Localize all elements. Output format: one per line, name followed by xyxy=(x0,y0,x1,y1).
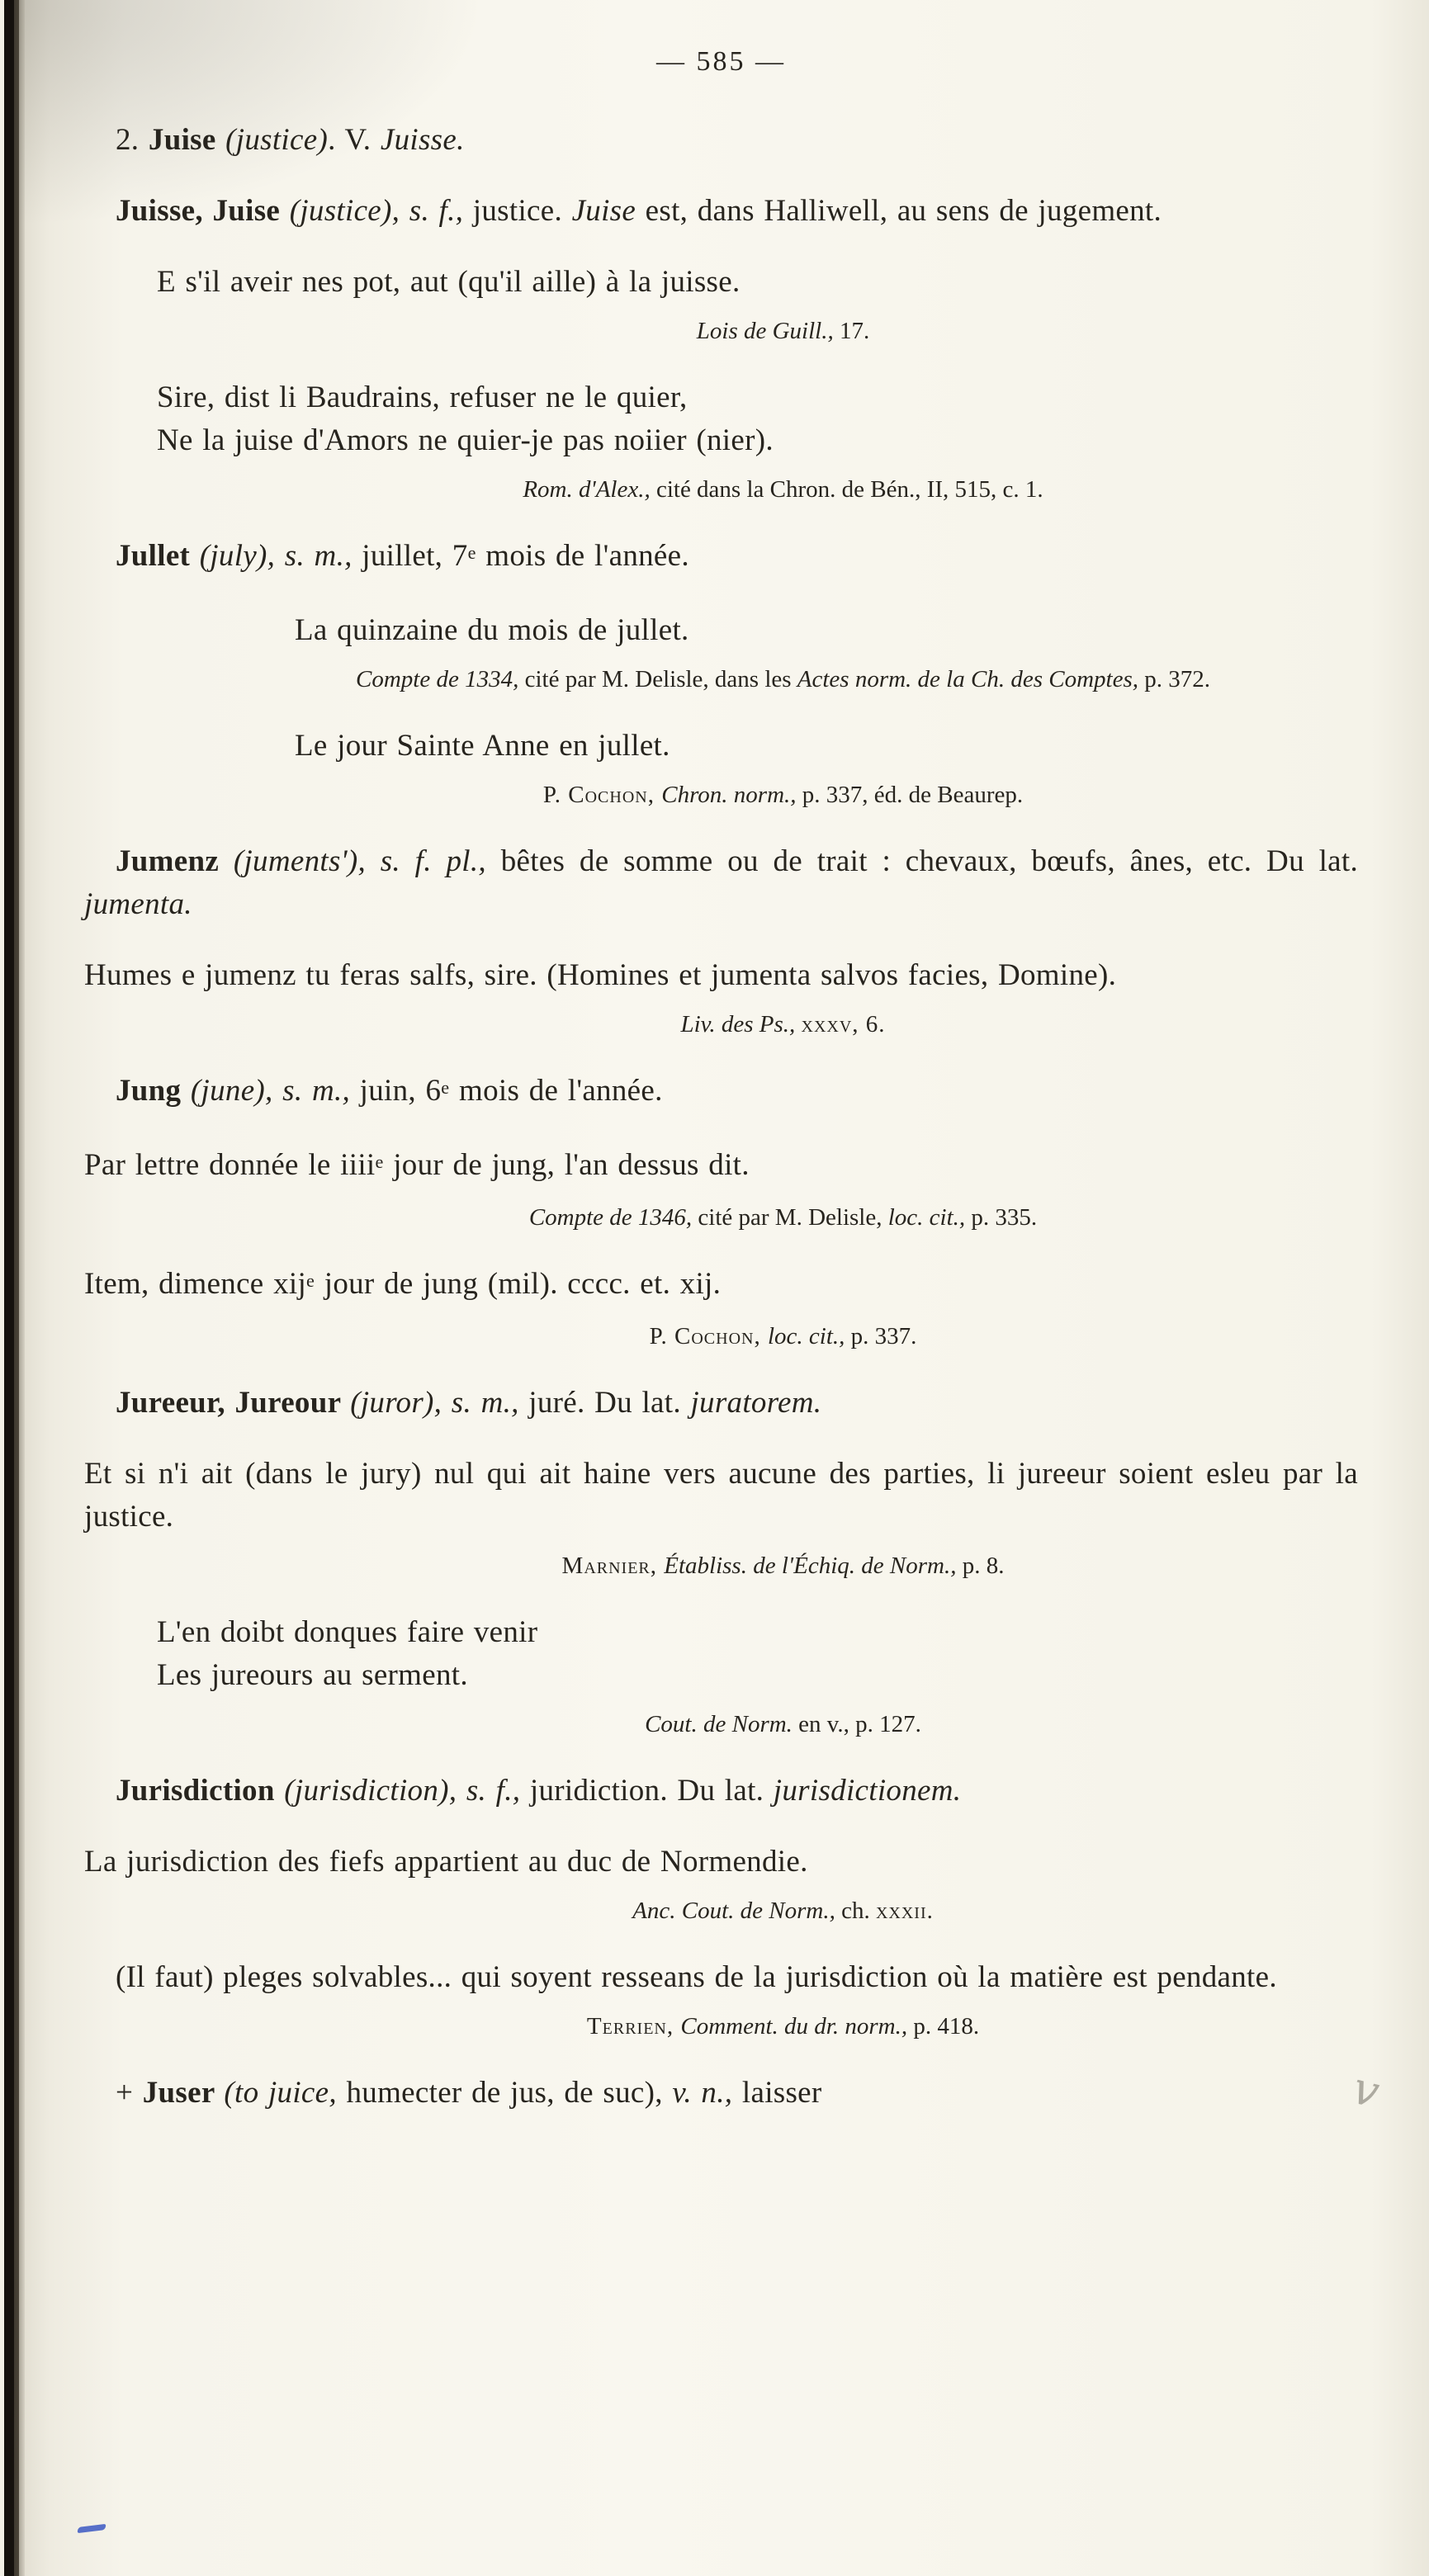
text-segment: mois de l'année. xyxy=(476,539,689,573)
text-segment: jurisdictionem. xyxy=(773,1774,962,1808)
text-segment: La quinzaine du mois de jullet. xyxy=(295,613,689,647)
text-segment: cité par M. Delisle, xyxy=(698,1204,888,1231)
citation-compte-1334 xyxy=(84,662,1358,697)
quote-et-si-ni-ait xyxy=(84,1453,1358,1539)
text-segment: Juisse. xyxy=(380,123,465,157)
text-segment: p. 335. xyxy=(971,1204,1038,1231)
text-segment: Liv. des Ps., xyxy=(680,1011,802,1037)
entry-juser xyxy=(84,2061,1385,2119)
text-segment: 2. xyxy=(116,123,149,157)
verse-ne-la-juise xyxy=(157,419,1358,462)
text-segment: p. 372. xyxy=(1144,666,1210,692)
quote-la-quinzaine xyxy=(295,609,1358,652)
text-segment: cité par M. Delisle, dans les xyxy=(524,666,797,692)
citation-compte-1346 xyxy=(84,1200,1358,1235)
entry-jung xyxy=(84,1070,1358,1116)
text-segment: juin, 6 xyxy=(359,1074,442,1108)
verse-len-doibt xyxy=(157,1611,1358,1654)
text-segment: (july), s. m., xyxy=(199,539,362,573)
quote-il-faut-pleges xyxy=(84,1956,1358,1999)
text-segment: p. 337, éd. de Beaurep. xyxy=(802,782,1024,808)
text-segment: justice. xyxy=(472,194,572,228)
entry-juise-crossref xyxy=(84,119,1358,162)
text-segment: p. 337. xyxy=(850,1323,917,1349)
text-segment: v. n., xyxy=(672,2076,742,2110)
text-segment: juridiction. Du lat. xyxy=(529,1774,774,1808)
citation-anc-cout-de-norm xyxy=(84,1893,1358,1928)
text-segment: Juisse, Juise xyxy=(116,194,290,228)
entry-juisse xyxy=(84,190,1358,233)
text-segment: ch. xyxy=(841,1898,876,1924)
text-segment: Établiss. de l'Échiq. de Norm., xyxy=(664,1553,963,1579)
text-segment: Jureeur, Jureour xyxy=(116,1386,351,1420)
text-segment: jumenta. xyxy=(84,887,192,921)
citation-cochon-chron-norm xyxy=(84,778,1358,812)
text-segment: est, dans Halliwell, au sens de jugement. xyxy=(636,194,1162,228)
blue-ink-mark xyxy=(77,2524,106,2533)
text-segment: P. Cochon, xyxy=(649,1323,768,1349)
text-segment: Comment. du dr. norm., xyxy=(680,2013,914,2040)
text-segment: juré. Du lat. xyxy=(528,1386,691,1420)
text-segment: (to juice, xyxy=(224,2076,347,2110)
text-segment: xxxii. xyxy=(875,1898,934,1924)
text-segment: Ne la juise d'Amors ne quier-je pas noiier (nier). xyxy=(157,423,774,457)
citation-rom-dalex xyxy=(84,472,1358,507)
text-segment: e xyxy=(306,1269,315,1291)
entry-jureeur xyxy=(84,1382,1358,1425)
text-segment: p. 418. xyxy=(913,2013,980,2040)
text-segment: loc. cit., xyxy=(767,1323,851,1349)
text-segment: jour de jung (mil). cccc. et. xij. xyxy=(315,1267,722,1301)
text-segment: Le jour Sainte Anne en jullet. xyxy=(295,729,670,763)
text-segment: e xyxy=(375,1151,384,1172)
text-segment: Sire, dist li Baudrains, refuser ne le quier, xyxy=(157,380,688,414)
verse-sire-dist xyxy=(157,376,1358,419)
text-segment: Jullet xyxy=(116,539,200,573)
text-segment: mois de l'année. xyxy=(449,1074,663,1108)
pencil-checkmark: v xyxy=(1347,2061,1385,2119)
text-segment: L'en doibt donques faire venir xyxy=(157,1615,538,1649)
quote-le-jour-sainte-anne xyxy=(295,725,1358,768)
text-segment: humecter de jus, de suc), xyxy=(346,2076,673,2110)
quote-la-jurisdiction-des-fiefs xyxy=(84,1841,1358,1884)
text-segment: (juments'), s. f. pl., xyxy=(233,844,501,878)
entry-jullet xyxy=(84,535,1358,581)
text-segment: Jurisdiction xyxy=(116,1774,285,1808)
text-segment: E s'il aveir nes pot, aut (qu'il aille) à la juisse. xyxy=(157,265,741,299)
text-segment: xxxv, 6. xyxy=(801,1011,886,1037)
citation-liv-des-ps xyxy=(84,1007,1358,1042)
text-segment: (Il faut) pleges solvables... qui soyent resseans de la jurisdiction où la matière est pendante. xyxy=(116,1960,1277,1994)
text-segment: (justice), s. f., xyxy=(289,194,473,228)
text-segment: loc. cit., xyxy=(887,1204,972,1231)
text-segment: (jurisdiction), s. f., xyxy=(284,1774,530,1808)
text-segment: e xyxy=(441,1076,450,1098)
text-segment: Rom. d'Alex., xyxy=(523,476,656,503)
text-segment: Marnier, xyxy=(561,1553,665,1579)
entry-jurisdiction xyxy=(84,1770,1358,1813)
text-segment: p. 8. xyxy=(962,1553,1005,1579)
text-segment: (june), s. m., xyxy=(190,1074,360,1108)
text-segment: cité dans la Chron. de Bén., II, 515, c. 1. xyxy=(655,476,1043,503)
citation-terrien-comment xyxy=(84,2009,1358,2044)
page-number: — 585 — xyxy=(656,46,786,77)
text-segment: . V. xyxy=(328,123,381,157)
text-segment: Compte de 1334, xyxy=(356,666,525,692)
quote-item-dimence xyxy=(84,1263,1358,1309)
verse-les-jureours xyxy=(157,1654,1358,1697)
text-segment: Chron. norm., xyxy=(661,782,802,808)
text-segment: Par lettre donnée le iiii xyxy=(84,1148,376,1182)
citation-cout-de-norm xyxy=(84,1707,1358,1742)
text-segment: Humes e jumenz tu feras salfs, sire. (Homines et jumenta salvos facies, Domine). xyxy=(84,958,1117,992)
text-segment: jour de jung, l'an dessus dit. xyxy=(383,1148,750,1182)
text-segment: Jumenz xyxy=(116,844,234,878)
citation-lois-de-guill xyxy=(84,314,1358,348)
entry-jumenz xyxy=(84,840,1358,926)
text-segment: en v., p. 127. xyxy=(792,1711,921,1737)
text-segment: Juise xyxy=(571,194,636,228)
citation-cochon-loc-cit xyxy=(84,1319,1358,1354)
text-segment: + xyxy=(116,2076,143,2110)
text-segment: Cout. de Norm. xyxy=(645,1711,793,1737)
text-segment: Compte de 1346, xyxy=(528,1204,698,1231)
text-segment: Anc. Cout. de Norm., xyxy=(632,1898,842,1924)
text-segment: Jung xyxy=(116,1074,191,1108)
text-segment: Terrien, xyxy=(586,2013,681,2040)
text-segment: P. Cochon, xyxy=(542,782,662,808)
text-segment: Juser xyxy=(142,2076,225,2110)
text-segment: La jurisdiction des fiefs appartient au duc de Normendie. xyxy=(84,1845,808,1879)
quote-humes-e-jumenz xyxy=(84,954,1358,997)
text-segment: 17. xyxy=(839,318,870,344)
text-segment: laisser xyxy=(741,2076,822,2110)
quote-e-sil-aveir xyxy=(157,261,1358,304)
text-segment: e xyxy=(467,541,476,563)
text-segment: bêtes de somme ou de trait : chevaux, bœufs, ânes, etc. Du lat. xyxy=(500,844,1359,878)
text-segment: (juror), s. m., xyxy=(350,1386,529,1420)
text-segment: (justice) xyxy=(225,123,329,157)
text-segment: Lois de Guill., xyxy=(696,318,840,344)
text-segment: Item, dimence xij xyxy=(84,1267,307,1301)
citation-marnier-etabliss xyxy=(84,1548,1358,1583)
text-segment: Les jureours au serment. xyxy=(157,1658,468,1692)
text-segment: Actes norm. de la Ch. des Comptes, xyxy=(797,666,1145,692)
text-segment: juratorem. xyxy=(690,1386,822,1420)
text-segment: Et si n'i ait (dans le jury) nul qui ait haine vers aucune des parties, li jureeur soient esleu par la justice. xyxy=(84,1457,1358,1534)
quote-par-lettre-donnee xyxy=(84,1144,1358,1190)
text-segment: juillet, 7 xyxy=(362,539,468,573)
text-segment: Juise xyxy=(148,123,226,157)
